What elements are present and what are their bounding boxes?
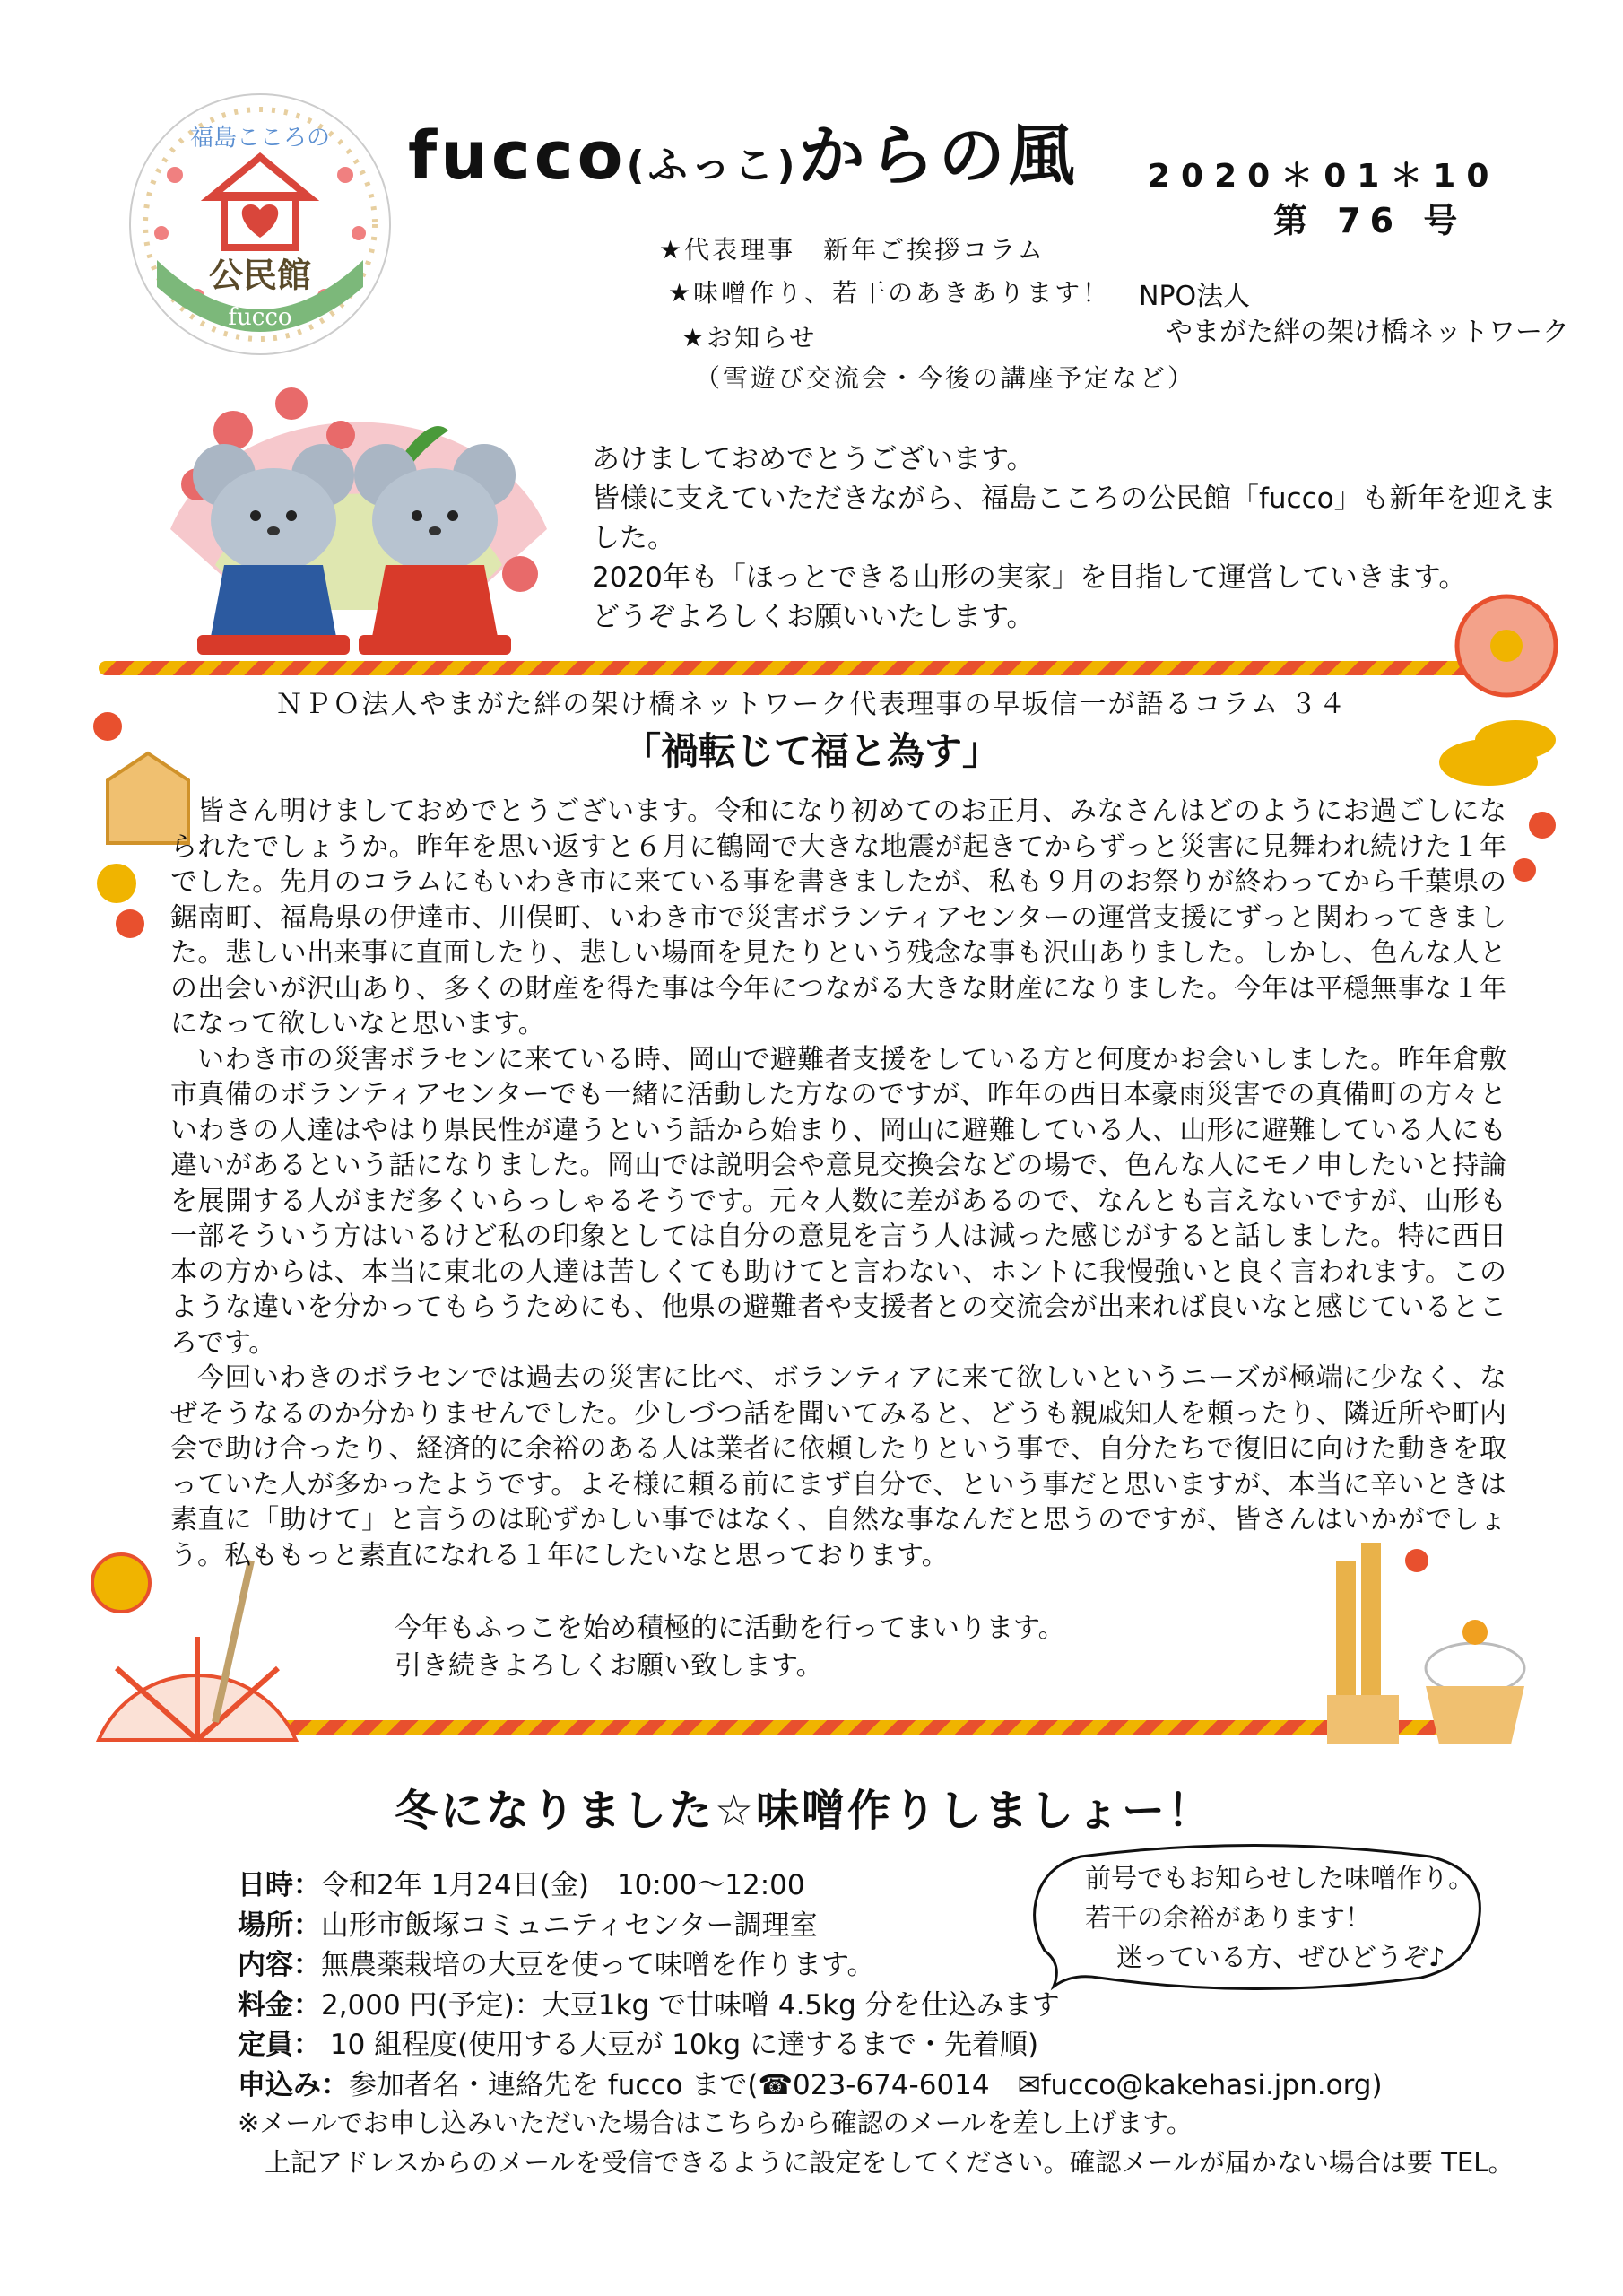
newsletter-title	[408, 103, 1079, 198]
toc-item: ★お知らせ	[681, 323, 818, 352]
detail-label: 申込み：	[238, 2068, 349, 2101]
detail-label: 料金：	[238, 1988, 321, 2022]
fan-decoration	[81, 1543, 323, 1749]
detail-value: 無農薬栽培の大豆を使って味噌を作ります。	[321, 1949, 875, 1981]
detail-label: 定員：	[238, 2029, 321, 2061]
bubble-line: 若干の余裕があります！	[1085, 1902, 1372, 1933]
column-paragraph: いわき市の災害ボラセンに来ている時、岡山で避難者支援をしている方と何度かお会いしました。昨年倉敷市真備のボランティアセンターでも一緒に活動した方なのですが、昨年の西日本豪雨災害での真備町の方々といわきの人達はやはり県民性が違うという話から始まり、岡山に避難している人、山形に避難している人にも違いがあるという話になりました。岡山では説明会や意見交換会などの場で、色んな人にモノ申したいと持論を展開する人がまだ多くいらっしゃるそうです。元々人数に差があるので、なんとも言えないですが、山形も一部そういう方はいるけど私の印象としては自分の意見を言う人は減った感じがすると話しました。特に西日本の方からは、本当に東北の人達は苦しくても助けてと言わない、ホントに我慢強いと良く言われます。このような違いを分かってもらうためにも、他県の避難者や支援者との交流会が出来れば良いなと感じているところです。	[170, 1043, 1506, 1359]
closing-line: 引き続きよろしくお願い致します。	[395, 1650, 823, 1682]
bubble-line: 前号でもお知らせした味噌作り。	[1085, 1863, 1475, 1893]
svg-text:福島こころの: 福島こころの	[189, 125, 331, 152]
detail-label: 内容：	[238, 1949, 321, 1981]
svg-text:公民館: 公民館	[208, 256, 312, 295]
title-fucco: fucco	[408, 117, 627, 195]
bubble-line: 迷っている方、ぜひどうぞ♪	[1116, 1942, 1445, 1972]
detail-label: 日時：	[238, 1869, 321, 1901]
detail-row-application	[238, 2066, 1383, 2106]
column-paragraph: 皆さん明けましておめでとうございます。令和になり初めてのお正月、みなさんはどのようにお過ごしになられたでしょうか。昨年を思い返すと６月に鶴岡で大きな地震が起きてからずっと災害に見舞われ続けた１年でした。先月のコラムにもいわき市に来ている事を書きましたが、私も９月のお祭りが終わってから千葉県の鋸南町、福島県の伊達市、川俣町、いわき市で災害ボランティアセンターの運営支援にずっと関わってきました。悲しい出来事に直面したり、悲しい場面を見たりという残念な事も沢山ありました。しかし、色んな人との出会いが沢山あり、多くの財産を得た事は今年につながる大きな財産になりました。今年は平穏無事な１年になって欲しいなと思います。	[170, 796, 1506, 1039]
detail-value: 令和2年 1月24日(金) 10:00～12:00	[321, 1869, 805, 1901]
rope-border-bottom	[135, 1720, 1471, 1735]
note-line: 上記アドレスからのメールを受信できるように設定をしてください。確認メールが届かない場合は要 TEL。	[265, 2147, 1515, 2178]
detail-value: 2,000 円(予定)：大豆1kg で甘味噌 4.5kg 分を仕込みます	[321, 1988, 1060, 2022]
toc-item: ★味噌作り、若干のあきあります！	[668, 278, 1111, 308]
column-body	[170, 794, 1506, 1573]
application-notes	[238, 2103, 1514, 2182]
detail-row-content	[238, 1945, 1383, 1986]
detail-value: 山形市飯塚コミュニティセンター調理室	[321, 1909, 818, 1942]
detail-row-fee	[238, 1986, 1383, 2026]
title-reading: (ふっこ)	[626, 143, 799, 188]
column-paragraph: 今回いわきのボラセンでは過去の災害に比べ、ボランティアに来て欲しいというニーズが極端に少なく、なぜそうなるのか分かりませんでした。少しづつ話を聞いてみると、どうも親戚知人を頼ったり、隣近所や町内会で助け合ったり、経済的に余裕のある人は業者に依頼したりという事で、自分たちで復旧に向けた動きを取っていた人が多かったようです。よそ様に頼る前にまず自分で、という事だと思いますが、本当に辛いときは素直に「助けて」と言うのは恥ずかしい事ではなく、自然な事なんだと思うのですが、皆さんはいかがでしょう。私ももっと素直になれる１年にしたいなと思っております。	[170, 1362, 1506, 1571]
closing-line: 今年もふっこを始め積極的に活動を行ってまいります。	[395, 1613, 1065, 1644]
column-closing	[395, 1610, 1065, 1685]
column-title: 「禍転じて福と為す」	[622, 729, 1000, 773]
rope-border-top	[99, 661, 1480, 675]
kagami-mochi-icon	[1426, 1643, 1524, 1693]
plum-blossom-icon	[1513, 812, 1556, 882]
column-heading: ＮＰＯ法人やまがた絆の架け橋ネットワーク代表理事の早坂信一が語るコラム ３４	[275, 689, 1348, 720]
detail-row-capacity	[238, 2025, 1383, 2066]
toc-item: ★代表理事 新年ご挨拶コラム	[659, 235, 1046, 265]
toc-item: （雪遊び交流会・今後の講座予定など）	[695, 363, 1196, 393]
mice-illustration	[161, 377, 574, 673]
title-suffix: からの風	[798, 117, 1079, 195]
greeting-line: あけましておめでとうございます。	[592, 443, 1035, 475]
greeting-line: 2020年も「ほっとできる山形の実家」を目指して運営していきます。	[592, 561, 1467, 594]
detail-value: 参加者名・連絡先を fucco まで(☎023-674-6014 ✉fucco@kakehasi.jpn.org)	[349, 2068, 1383, 2101]
issue-date: 2020＊01＊10	[1148, 158, 1500, 195]
miso-section-title: 冬になりました☆味噌作りしましょー！	[395, 1786, 1214, 1836]
issue-number: 第 76 号	[1273, 201, 1467, 240]
greeting-line: どうぞよろしくお願いいたします。	[592, 601, 1035, 633]
note-line: ※メールでお申し込みいただいた場合はこちらから確認のメールを差し上げます。	[238, 2108, 1193, 2138]
org-name: やまがた絆の架け橋ネットワーク	[1166, 317, 1569, 348]
event-details	[238, 1866, 1383, 2105]
fucco-logo	[126, 90, 395, 359]
greeting-line: 皆様に支えていただきながら、福島こころの公民館「fucco」も新年を迎えました。	[592, 483, 1557, 554]
detail-value: 10 組程度(使用する大豆が 10kg に達するまで・先着順)	[321, 2029, 1039, 2061]
org-type: NPO法人	[1139, 281, 1251, 312]
temari-icon	[92, 1554, 150, 1612]
detail-label: 場所：	[238, 1909, 321, 1942]
detail-row-place	[238, 1906, 1383, 1946]
detail-row-date	[238, 1866, 1383, 1906]
svg-text:fucco: fucco	[228, 304, 292, 331]
